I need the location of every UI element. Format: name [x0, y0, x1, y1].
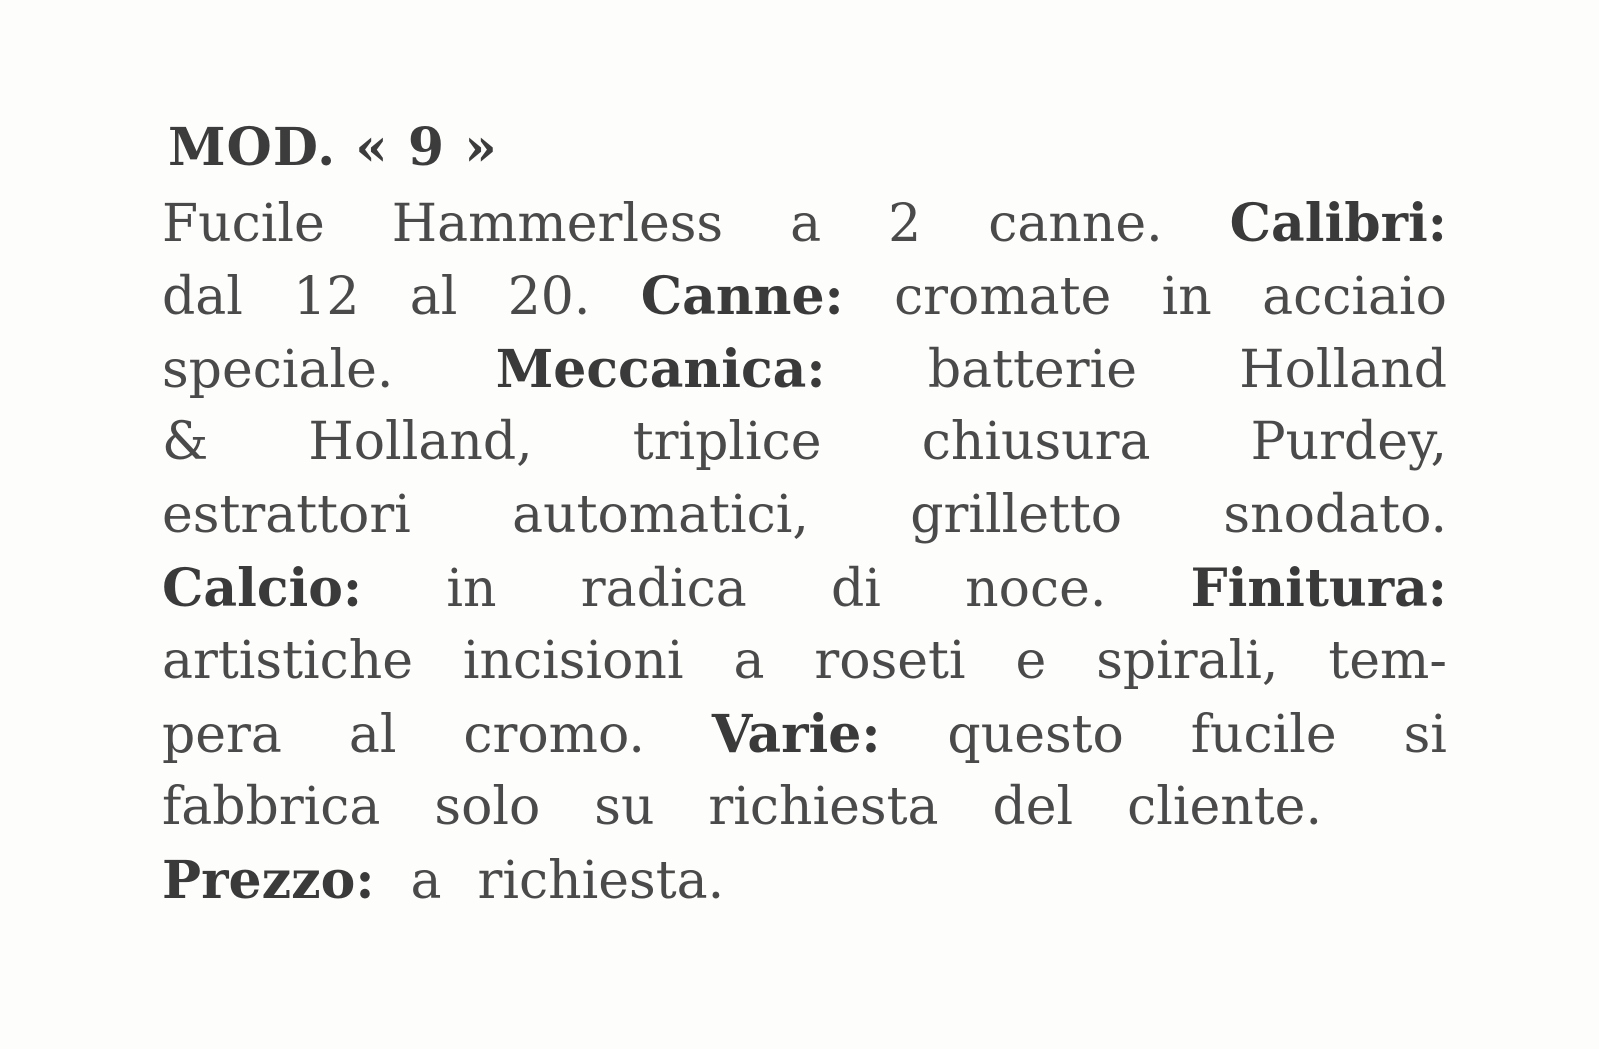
word: richiesta. [477, 851, 725, 911]
field-label: Finitura: [1190, 558, 1447, 619]
text-line [162, 406, 1447, 479]
word: 12 [293, 267, 360, 327]
word: dal [162, 267, 243, 327]
word: speciale. [162, 340, 394, 400]
field-label: Calcio: [162, 558, 363, 619]
word: incisioni [462, 631, 684, 691]
word: di [830, 559, 881, 619]
word: in [446, 559, 497, 619]
word: a [790, 194, 822, 254]
text-line [162, 479, 1447, 552]
word: solo [434, 777, 541, 837]
text-line [162, 698, 1447, 771]
word: Holland, [308, 412, 533, 472]
word: noce. [965, 559, 1107, 619]
word: 2 [888, 194, 922, 254]
word: su [594, 777, 655, 837]
word: 20. [507, 267, 591, 327]
word: & [162, 412, 209, 472]
field-label: Varie: [711, 704, 881, 765]
word: questo [947, 705, 1124, 765]
word: a [410, 851, 442, 911]
field-label: Canne: [640, 266, 844, 327]
description-text [162, 187, 1447, 917]
word: Holland [1239, 340, 1447, 400]
word: triplice [632, 412, 822, 472]
word: snodato. [1223, 485, 1447, 545]
word: artistiche [162, 631, 413, 691]
field-label: Prezzo: [162, 850, 375, 911]
word: cromate [894, 267, 1112, 327]
word: spirali, [1096, 631, 1279, 691]
word: cromo. [463, 705, 645, 765]
word: in [1161, 267, 1212, 327]
text-line [162, 260, 1447, 333]
word: fabbrica [162, 777, 381, 837]
word: del [992, 777, 1074, 837]
word: Fucile [162, 194, 325, 254]
word: canne. [988, 194, 1163, 254]
word: pera [162, 705, 282, 765]
word: e [1015, 631, 1047, 691]
word: al [348, 705, 397, 765]
field-label: Meccanica: [495, 339, 826, 400]
text-line [162, 333, 1447, 406]
text-line [162, 187, 1447, 260]
word: richiesta [708, 777, 939, 837]
text-line [162, 625, 1447, 698]
text-line [162, 552, 1447, 625]
word: fucile [1190, 705, 1337, 765]
word: tem- [1328, 631, 1447, 691]
word: chiusura [921, 412, 1151, 472]
word: batterie [927, 340, 1137, 400]
word: grilletto [910, 485, 1123, 545]
word: a [733, 631, 765, 691]
word: automatici, [512, 485, 809, 545]
word: estrattori [162, 485, 411, 545]
word: cliente. [1127, 777, 1322, 837]
word: roseti [814, 631, 966, 691]
model-heading: MOD. « 9 » [168, 117, 498, 178]
word: acciaio [1262, 267, 1447, 327]
word: Purdey, [1250, 412, 1447, 472]
word: al [409, 267, 458, 327]
word: si [1403, 705, 1447, 765]
word: radica [580, 559, 747, 619]
text-line [162, 771, 1322, 844]
field-label: Calibri: [1229, 193, 1447, 254]
text-line [162, 844, 1447, 917]
word: Hammerless [391, 194, 724, 254]
